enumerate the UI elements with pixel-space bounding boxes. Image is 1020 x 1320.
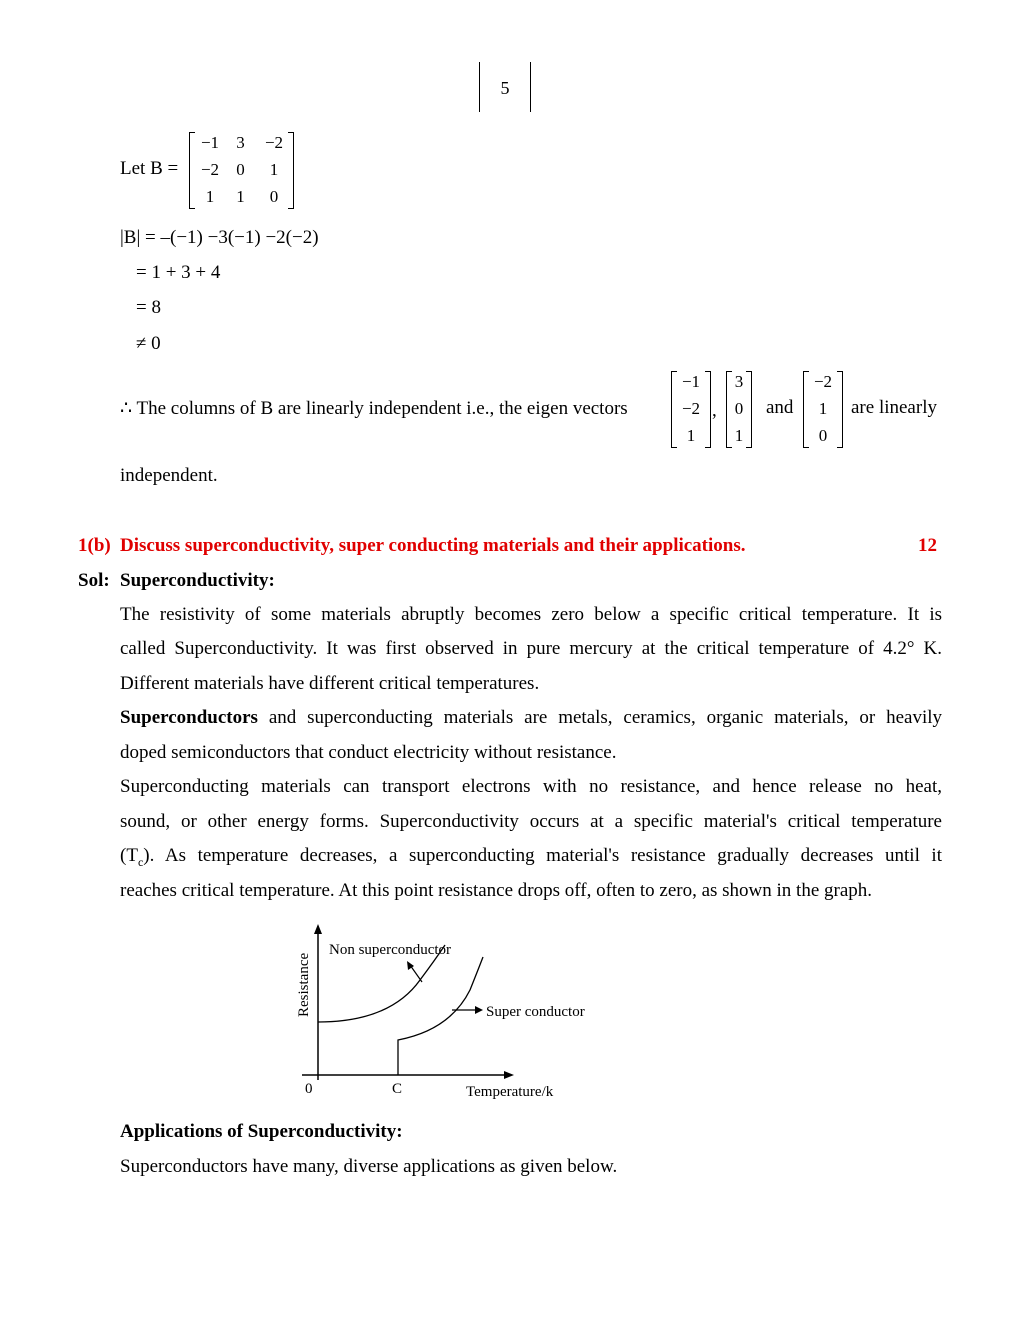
paragraph-line	[120, 707, 942, 729]
y-axis-arrow	[314, 924, 322, 934]
paragraph-line: sound, or other energy forms. Superconductivity occurs at a specific material's critical temperature	[120, 811, 942, 832]
paragraph-line: reaches critical temperature. At this point resistance drops off, often to zero, as shown in the graph.	[120, 880, 873, 901]
matrix-label: Let B =	[120, 158, 179, 179]
matrix-cell: −2	[200, 160, 220, 179]
pointer-line	[410, 965, 422, 982]
page-number-box	[479, 62, 531, 112]
vector-cell: 0	[818, 426, 828, 445]
bold-term: Superconductors	[120, 707, 258, 728]
applications-heading: Applications of Superconductivity:	[120, 1121, 403, 1142]
eigen-vector-1	[671, 371, 711, 448]
matrix-b	[189, 132, 294, 209]
matrix-cell: 0	[269, 187, 279, 206]
conclusion-text: ∴ The columns of B are linearly independent i.e., the eigen vectors	[120, 398, 628, 419]
matrix-cell: −2	[264, 133, 284, 152]
critical-temp-label: C	[392, 1081, 403, 1097]
paragraph-line	[120, 845, 942, 870]
vector-cell: −2	[813, 372, 833, 391]
y-axis-label: Resistance	[296, 952, 312, 1017]
text: (T	[120, 845, 138, 866]
question-text: Discuss superconductivity, super conducting materials and their applications.	[120, 535, 746, 556]
matrix-cell: 1	[205, 187, 215, 206]
vector-cell: −2	[681, 399, 701, 418]
subscript: c	[137, 854, 144, 869]
paragraph-line: Superconducting materials can transport electrons with no resistance, and hence release no heat,	[120, 776, 942, 797]
paragraph-line: The resistivity of some materials abruptly becomes zero below a specific critical temperature. It is	[120, 604, 942, 625]
vector-cell: 3	[734, 372, 744, 391]
paragraph-line: called Superconductivity. It was first observed in pure mercury at the critical temperature of 4.2° K.	[120, 638, 942, 659]
vector-cell: 1	[818, 399, 828, 418]
page-number: 5	[500, 78, 510, 98]
paragraph-line: Different materials have different critical temperatures.	[120, 673, 540, 694]
conclusion-continued: independent.	[120, 465, 218, 486]
x-axis-arrow	[504, 1071, 514, 1079]
matrix-cell: 0	[236, 160, 245, 179]
text: ). As temperature decreases, a superconducting material's resistance gradually decreases until it	[143, 845, 942, 866]
matrix-cell: 1	[269, 160, 279, 179]
vector-cell: 1	[686, 426, 696, 445]
paragraph-line: doped semiconductors that conduct electricity without resistance.	[120, 742, 617, 763]
superconductor-label: Super conductor	[486, 1004, 585, 1020]
vector-cell: 0	[734, 399, 744, 418]
arrow-head	[475, 1006, 483, 1014]
matrix-cell: 3	[236, 133, 245, 152]
text: and superconducting materials are metals, ceramics, organic materials, or heavily	[257, 707, 942, 728]
det-line: |B| = –(−1) −3(−1) −2(−2)	[120, 227, 319, 248]
x-axis-label: Temperature/k	[466, 1084, 554, 1100]
matrix-cell: 1	[236, 187, 245, 206]
and-text: and	[766, 397, 794, 418]
det-line: = 8	[136, 297, 161, 318]
question-marks: 12	[918, 535, 937, 556]
non-superconductor-label: Non superconductor	[329, 942, 452, 958]
superconductor-curve	[398, 957, 483, 1075]
vector-cell: 1	[734, 426, 744, 445]
question-number: 1(b)	[78, 535, 111, 556]
matrix-cell: −1	[200, 133, 220, 152]
conclusion-suffix: are linearly	[851, 397, 937, 418]
applications-text: Superconductors have many, diverse applications as given below.	[120, 1156, 618, 1177]
det-line: ≠ 0	[136, 333, 161, 354]
origin-label: 0	[305, 1081, 313, 1097]
resistance-temperature-graph	[280, 920, 610, 1110]
vector-cell: −1	[681, 372, 701, 391]
comma: ,	[712, 400, 717, 421]
eigen-vector-3	[803, 371, 843, 448]
section-heading: Superconductivity:	[120, 570, 275, 591]
eigen-vector-2	[726, 371, 752, 448]
det-line: = 1 + 3 + 4	[136, 262, 221, 283]
solution-label: Sol:	[78, 570, 110, 591]
